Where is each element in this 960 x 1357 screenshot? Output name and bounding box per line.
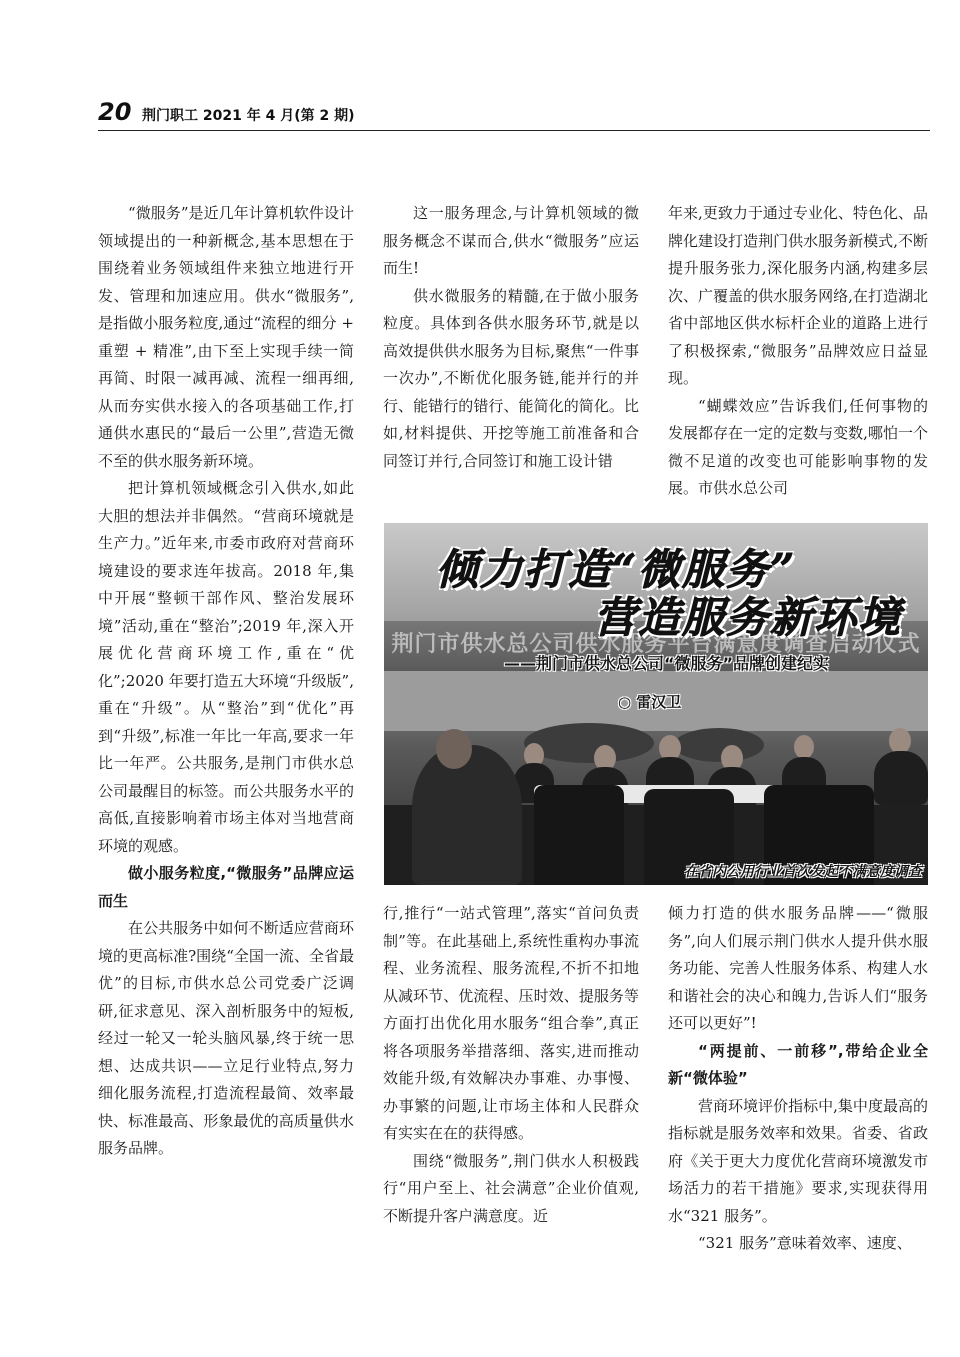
paragraph: 行,推行“一站式管理”,落实“首问负责制”等。在此基础上,系统性重构办事流程、业务流程、服务流程,不折不扣地从减环节、优流程、压时效、提服务等方面打出优化用水服务“组合拳”,真正将各项服务举措落细、落实,进而推动效能升级,有效解决办事难、办事慢、办事繁的问题,让市场主体和人民群众有实实在在的获得感。	[383, 904, 639, 1142]
paragraph: 把计算机领域概念引入供水,如此大胆的想法并非偶然。“营商环境就是生产力。”近年来,市委市政府对营商环境建设的要求连年拔高。2018 年,集中开展“整顿干部作风、整治发展环境”活动,重在“整治”;2019 年,深入开展优化营商环境工作,重在“优化”;2020 年要打造五大环境“升级版”,重在“升级”。从“整治”到“优化”再到“升级”,标准一年比一年高,要求一年比一年严。公共服务,是荆门市供水总公司最醒目的标签。而公共服务水平的高低,直接影响着市场主体对当地营商环境的观感。	[98, 479, 354, 855]
article-photo	[384, 523, 928, 885]
paragraph: 倾力打造的供水服务品牌——“微服务”,向人们展示荆门供水人提升供水服务功能、完善人性服务体系、构建人水和谐社会的决心和魄力,告诉人们“服务还可以更好”!	[668, 904, 928, 1032]
paragraph: “321 服务”意味着效率、速度、	[698, 1234, 912, 1252]
photo-caption: 在省内公用行业首次发起不满意度调查	[684, 864, 922, 880]
chair	[534, 785, 624, 885]
paragraph: 年来,更致力于通过专业化、特色化、品牌化建设打造荆门供水服务新模式,不断提升服务张力,深化服务内涵,构建多层次、广覆盖的供水服务网络,在打造湖北省中部地区供水标杆企业的道路上进行了积极探索,“微服务”品牌效应日益显现。	[668, 204, 928, 387]
column-3-top	[668, 200, 928, 503]
paragraph: 围绕“微服务”,荆门供水人积极践行“用户至上、社会满意”企业价值观,不断提升客户满意度。近	[383, 1151, 639, 1225]
paragraph: “蝴蝶效应”告诉我们,任何事物的发展都存在一定的定数与变数,哪怕一个微不足道的改变也可能影响事物的发展。市供水总公司	[668, 396, 928, 497]
column-1	[98, 200, 354, 1163]
banner-text: 荆门市供水总公司供水服务平台满意度调查启动仪式	[391, 632, 921, 657]
paragraph: 营商环境评价指标中,集中度最高的指标就是服务效率和效果。省委、省政府《关于更大力度优化营商环境激发市场活力的若干措施》要求,实现获得用水“321 服务”。	[668, 1096, 928, 1225]
column-2-bottom	[383, 900, 639, 1230]
plant	[674, 728, 764, 762]
person-head	[794, 735, 814, 759]
article-title-line-2: 营造服务新环境	[594, 593, 903, 642]
paragraph: 在公共服务中如何不断适应营商环境的更高标准?围绕“全国一流、全省最优”的目标,市供水总公司党委广泛调研,征求意见、深入剖析服务中的短板,经过一轮又一轮头脑风暴,终于统一思想、达成共识——立足行业特点,努力细化服务流程,打造流程最简、效率最快、标准最高、形象最优的高质量供水服务品牌。	[98, 919, 354, 1157]
article-subtitle: ——荆门市供水总公司“微服务”品牌创建纪实	[504, 654, 830, 673]
page-header	[98, 98, 930, 134]
paragraph: 供水微服务的精髓,在于做小服务粒度。具体到各供水服务环节,就是以高效提供供水服务为目标,聚焦“一件事一次办”,不断优化服务链,能并行的并行、能错行的错行、能简化的简化。比如,材料提供、开挖等施工前准备和合同签订并行,合同签订和施工设计错	[383, 286, 639, 470]
page-number: 20	[98, 98, 132, 126]
section-heading: “两提前、一前移”,带给企业全新“微体验”	[668, 1041, 928, 1087]
person-head	[436, 729, 472, 769]
person	[874, 751, 928, 805]
column-3-bottom	[668, 900, 928, 1258]
publication-info: 荆门职工 2021 年 4 月(第 2 期)	[142, 108, 355, 124]
column-2-top	[383, 200, 639, 475]
article-title-line-1: 倾力打造“微服务”	[436, 545, 797, 594]
paragraph: 这一服务理念,与计算机领域的微服务概念不谋而合,供水“微服务”应运而生!	[383, 204, 639, 277]
paragraph: “微服务”是近几年计算机软件设计领域提出的一种新概念,基本思想在于围绕着业务领域组件来独立地进行开发、管理和加速应用。供水“微服务”,是指做小服务粒度,通过“流程的细分 + 重塑 + 精准”,由下至上实现手续一简再简、时限一减再减、流程一细再细,从而夯实供水接入的各项基础工作,打通供水惠民的“最后一公里”,营造无微不至的供水服务新环境。	[98, 204, 354, 470]
article-author: ○ 雷汉卫	[618, 693, 682, 711]
person-foreground	[412, 745, 522, 885]
header-rule	[98, 130, 930, 131]
section-heading: 做小服务粒度,“微服务”品牌应运而生	[98, 864, 354, 910]
